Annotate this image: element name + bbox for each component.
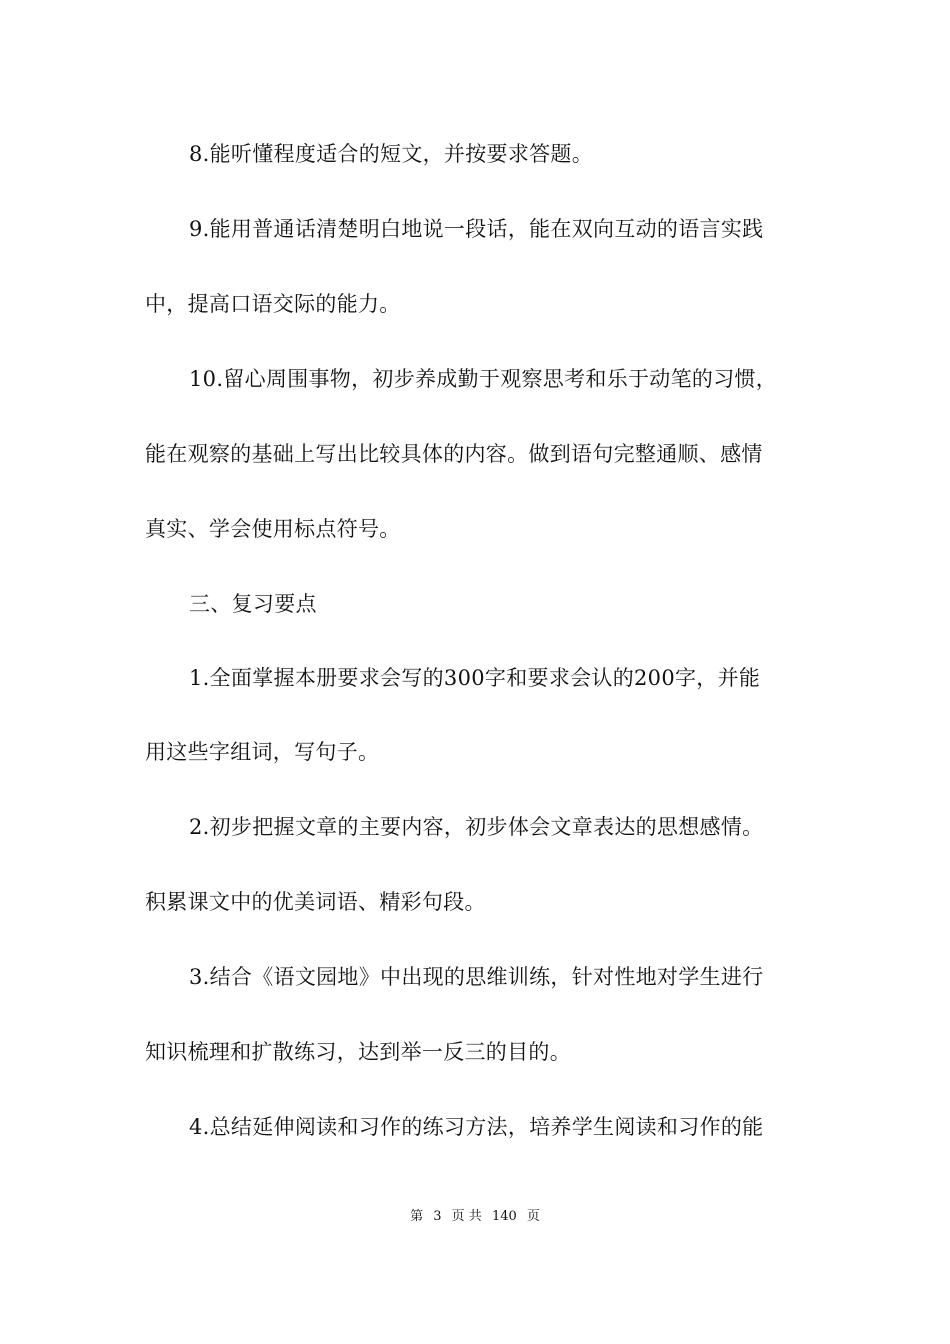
paragraph-line: 真实、学会使用标点符号。 [145, 517, 401, 541]
footer-label-end: 页 [526, 1209, 540, 1224]
page-footer [0, 1207, 950, 1227]
paragraph-line: 4.总结延伸阅读和习作的练习方法，培养学生阅读和习作的能 [189, 1115, 764, 1139]
paragraph-line: 1.全面掌握本册要求会写的300字和要求会认的200字，并能 [189, 666, 761, 690]
footer-label-of: 页 共 [451, 1209, 482, 1224]
footer-total-pages: 140 [491, 1209, 517, 1224]
footer-current-page: 3 [433, 1209, 442, 1224]
paragraph-line: 9.能用普通话清楚明白地说一段话，能在双向互动的语言实践 [189, 217, 764, 241]
paragraph-line: 8.能听懂程度适合的短文，并按要求答题。 [189, 142, 594, 166]
paragraph-line: 知识梳理和扩散练习，达到举一反三的目的。 [145, 1040, 571, 1064]
paragraph-line: 中，提高口语交际的能力。 [145, 292, 401, 316]
paragraph-line: 10.留心周围事物，初步养成勤于观察思考和乐于动笔的习惯， [189, 367, 778, 391]
paragraph-line: 用这些字组词，写句子。 [145, 740, 380, 764]
paragraph-line: 2.初步把握文章的主要内容，初步体会文章表达的思想感情。 [189, 815, 764, 839]
section-heading: 三、复习要点 [189, 592, 317, 616]
paragraph-line: 能在观察的基础上写出比较具体的内容。做到语句完整通顺、感情 [145, 442, 763, 466]
paragraph-line: 3.结合《语文园地》中出现的思维训练，针对性地对学生进行 [189, 965, 764, 989]
paragraph-line: 积累课文中的优美词语、精彩句段。 [145, 890, 486, 914]
footer-label-page: 第 [410, 1209, 424, 1224]
